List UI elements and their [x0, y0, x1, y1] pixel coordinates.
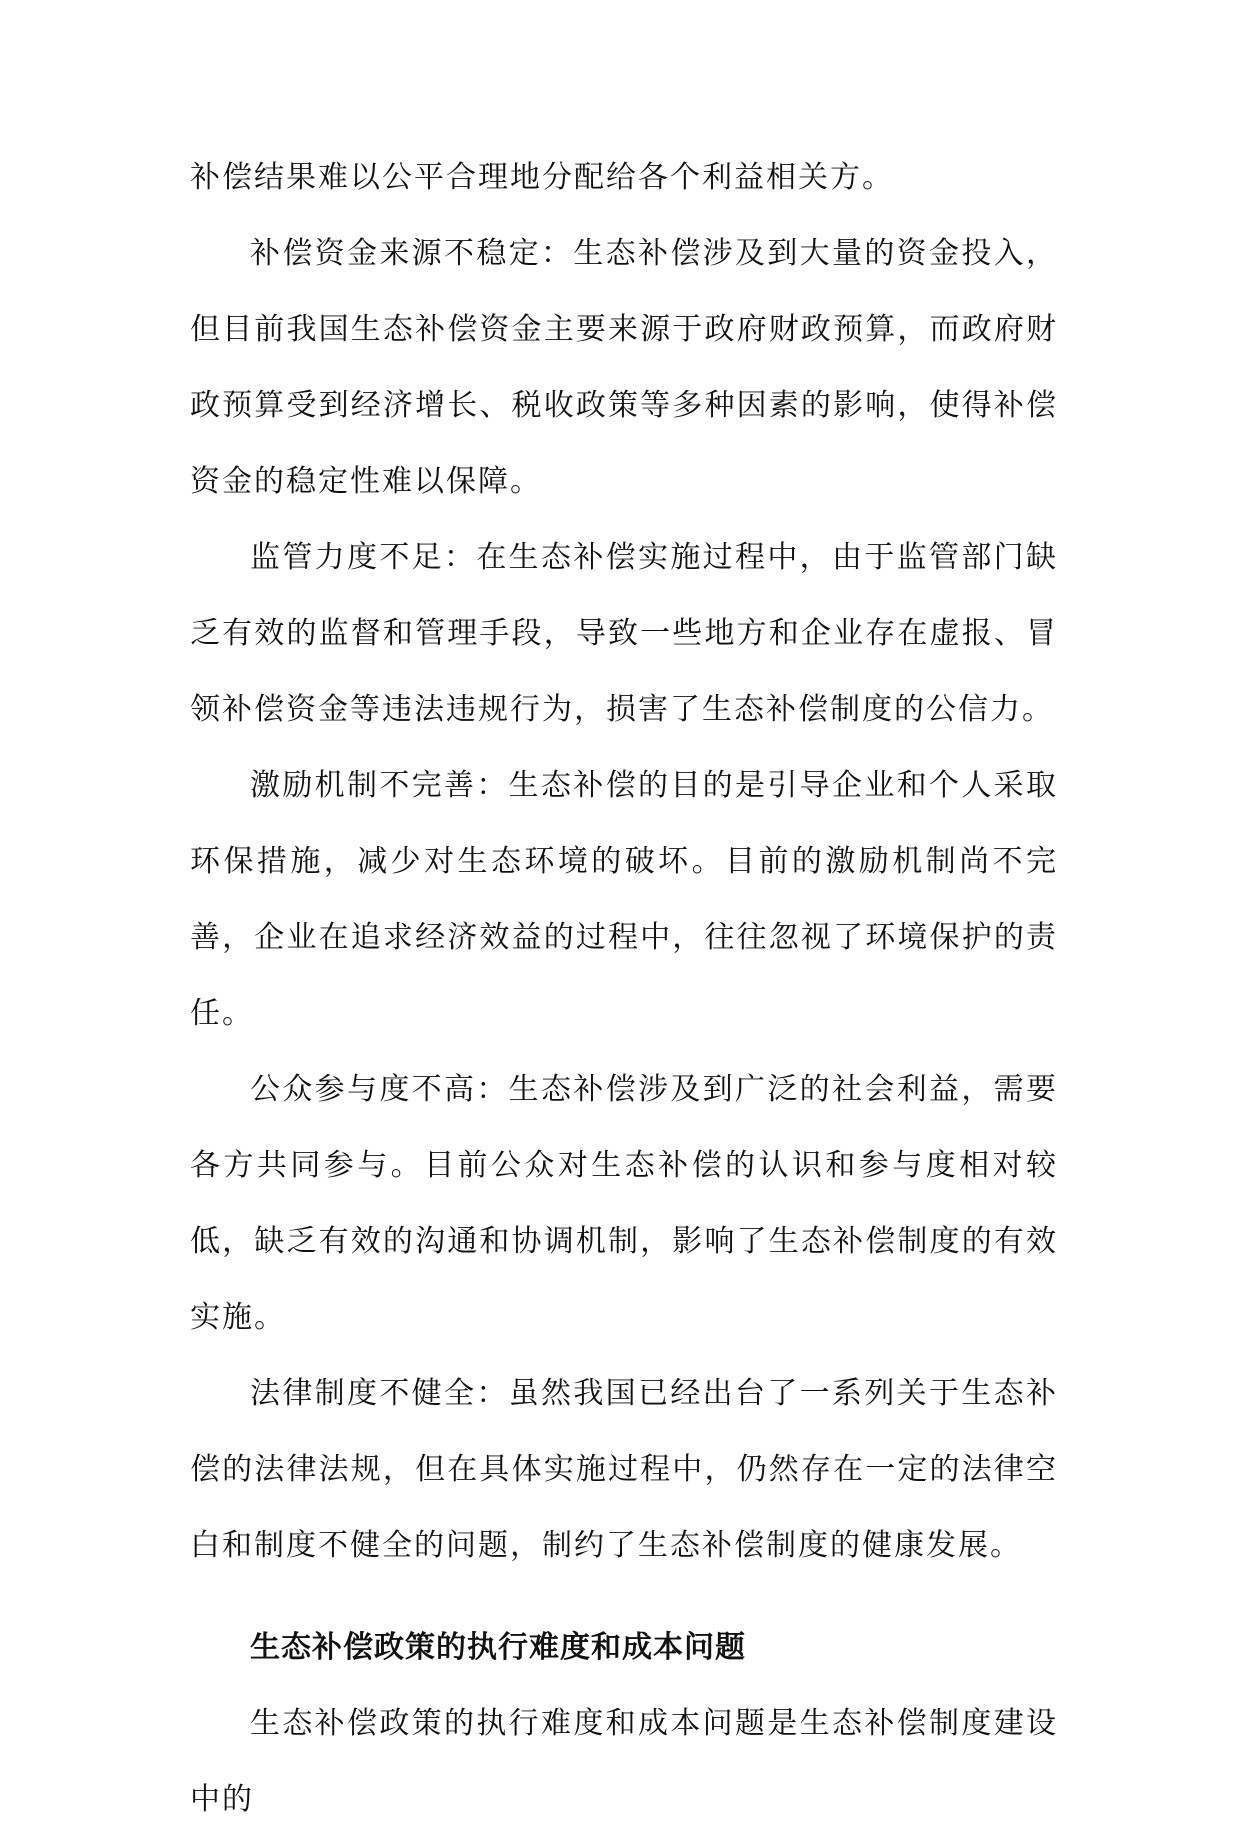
paragraph-insufficient-supervision: 监管力度不足：在生态补偿实施过程中，由于监管部门缺乏有效的监督和管理手段，导致一些地方和企业存在虚报、冒领补偿资金等违法违规行为，损害了生态补偿制度的公信力。	[190, 540, 1058, 727]
paragraph-funding-instability: 补偿资金来源不稳定：生态补偿涉及到大量的资金投入，但目前我国生态补偿资金主要来源于政府财政预算，而政府财政预算受到经济增长、税收政策等多种因素的影响，使得补偿资金的稳定性难以保障。	[190, 236, 1058, 499]
paragraph-legal-system: 法律制度不健全：虽然我国已经出台了一系列关于生态补偿的法律法规，但在具体实施过程中，仍然存在一定的法律空白和制度不健全的问题，制约了生态补偿制度的健康发展。	[190, 1376, 1058, 1563]
document-body	[190, 140, 1058, 1838]
paragraph-incentive-mechanism: 激励机制不完善：生态补偿的目的是引导企业和个人采取环保措施，减少对生态环境的破坏。目前的激励机制尚不完善，企业在追求经济效益的过程中，往往忽视了环境保护的责任。	[190, 768, 1058, 1031]
section-heading: 生态补偿政策的执行难度和成本问题	[250, 1630, 746, 1665]
paragraph-continuation: 补偿结果难以公平合理地分配给各个利益相关方。	[190, 160, 894, 195]
paragraph-execution-cost: 生态补偿政策的执行难度和成本问题是生态补偿制度建设中的	[190, 1706, 1058, 1817]
paragraph-public-participation: 公众参与度不高：生态补偿涉及到广泛的社会利益，需要各方共同参与。目前公众对生态补偿的认识和参与度相对较低，缺乏有效的沟通和协调机制，影响了生态补偿制度的有效实施。	[190, 1072, 1058, 1335]
